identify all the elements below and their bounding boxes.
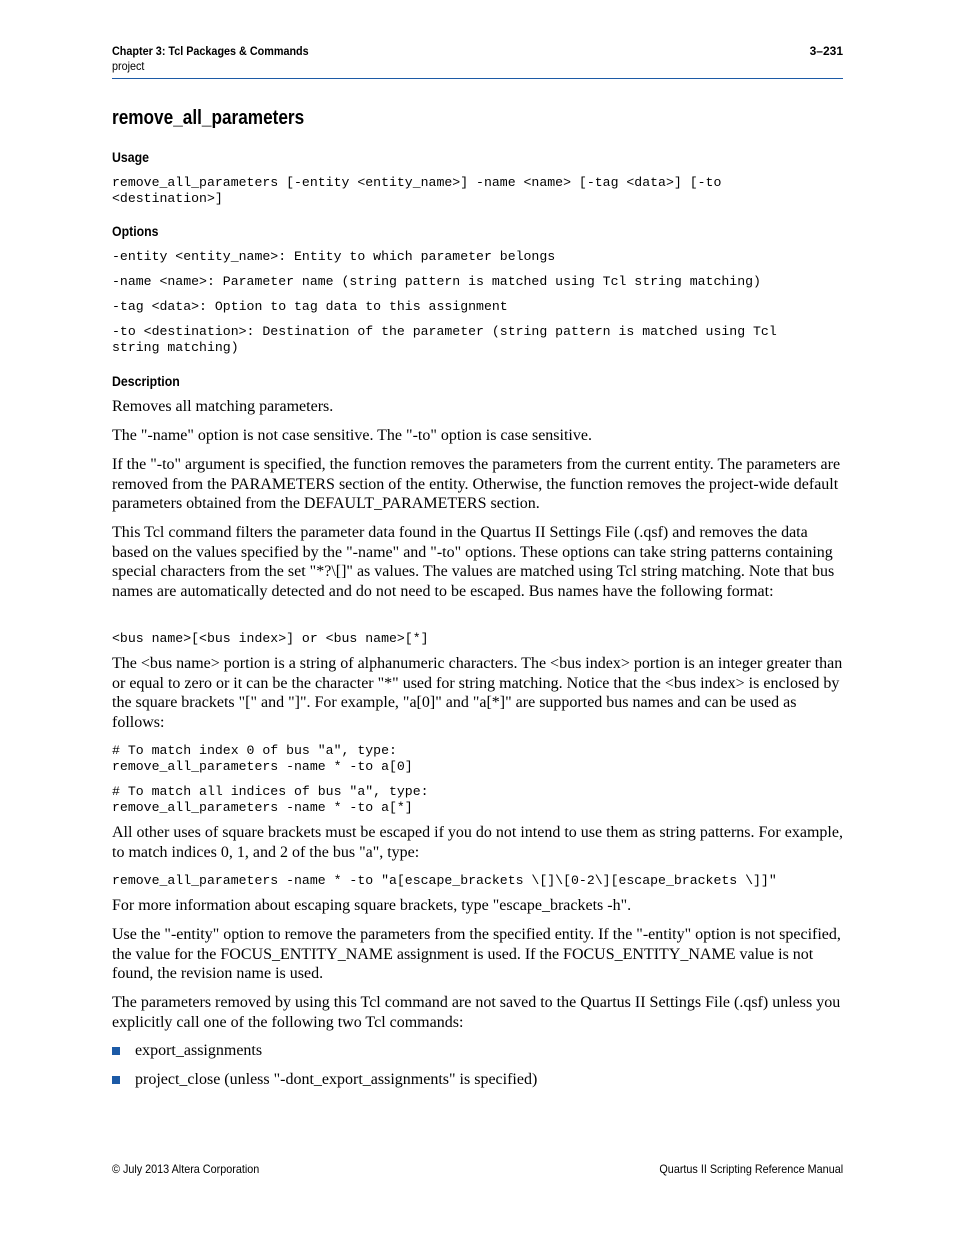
option-name: -name <name>: Parameter name (string pattern is matched using Tcl string matching) bbox=[112, 274, 761, 289]
options-heading: Options bbox=[112, 223, 159, 239]
description-paragraph: All other uses of square brackets must be escaped if you do not intend to use them as string patterns. For example, to match indices 0, 1, and 2 of the bus "a", type: bbox=[112, 824, 843, 861]
description-paragraph: The "-name" option is not case sensitive. The "-to" option is case sensitive. bbox=[112, 427, 592, 444]
description-paragraph: This Tcl command filters the parameter data found in the Quartus II Settings File (.qsf) and removes the data based on the values specified by the "-name" and "-to" options. These options can take string patterns containing special characters from the set "*?\[]" as values. The values are matched using Tcl string matching. Note that bus names are automatically detected and do not need to be escaped. Bus names have the following format: bbox=[112, 524, 835, 600]
description-paragraph: If the "-to" argument is specified, the function removes the parameters from the current entity. The parameters are removed from the PARAMETERS section of the entity. Otherwise, the function removes the project-wide default parameters obtained from the DEFAULT_PARAMETERS section. bbox=[112, 456, 841, 513]
page-number: 3–231 bbox=[809, 44, 843, 58]
bus-format-code: <bus name>[<bus index>] or <bus name>[*] bbox=[112, 631, 429, 646]
bullet-square-icon bbox=[112, 1047, 120, 1055]
list-item-text: project_close (unless "-dont_export_assignments" is specified) bbox=[135, 1071, 538, 1088]
page-header bbox=[112, 44, 843, 79]
description-paragraph: Use the "-entity" option to remove the parameters from the specified entity. If the "-entity" option is not specified, the value for the FOCUS_ENTITY_NAME assignment is used. If the FOCUS_ENTITY_NAME value is not found, the revision name is used. bbox=[112, 926, 841, 983]
footer-manual-title: Quartus II Scripting Reference Manual bbox=[659, 1162, 843, 1176]
option-entity: -entity <entity_name>: Entity to which parameter belongs bbox=[112, 249, 556, 264]
option-tag: -tag <data>: Option to tag data to this assignment bbox=[112, 299, 508, 314]
example-code-all: # To match all indices of bus "a", type: remove_all_parameters -name * -to a[*] bbox=[112, 784, 429, 815]
option-to: -to <destination>: Destination of the parameter (string pattern is matched using Tcl string matching) bbox=[112, 324, 777, 355]
bullet-square-icon bbox=[112, 1076, 120, 1084]
description-paragraph: The parameters removed by using this Tcl command are not saved to the Quartus II Settings File (.qsf) unless you explicitly call one of the following two Tcl commands: bbox=[112, 994, 841, 1031]
description-paragraph: Removes all matching parameters. bbox=[112, 398, 334, 415]
description-paragraph: The <bus name> portion is a string of alphanumeric characters. The <bus index> portion is an integer greater than or equal to zero or it can be the character "*" used for string matching. Notice that the <bus index> is enclosed by the square brackets "[" and "]". For example, "a[0]" and "a[*]" are supported bus names and can be used as follows: bbox=[112, 655, 843, 731]
page-title: remove_all_parameters bbox=[112, 107, 305, 129]
usage-heading: Usage bbox=[112, 149, 149, 165]
page-footer bbox=[112, 1162, 843, 1178]
chapter-title: Chapter 3: Tcl Packages & Commands bbox=[112, 44, 309, 58]
list-item-text: export_assignments bbox=[135, 1042, 263, 1059]
example-code-index: # To match index 0 of bus "a", type: remove_all_parameters -name * -to a[0] bbox=[112, 743, 413, 774]
escape-example-code: remove_all_parameters -name * -to "a[escape_brackets \[]\[0-2\][escape_brackets \]]" bbox=[112, 873, 777, 888]
description-paragraph: For more information about escaping square brackets, type "escape_brackets -h". bbox=[112, 897, 632, 914]
usage-code: remove_all_parameters [-entity <entity_name>] -name <name> [-tag <data>] [-to <destination>] bbox=[112, 175, 722, 206]
description-heading: Description bbox=[112, 373, 180, 389]
footer-copyright: © July 2013 Altera Corporation bbox=[112, 1162, 260, 1176]
section-name: project bbox=[112, 59, 145, 73]
